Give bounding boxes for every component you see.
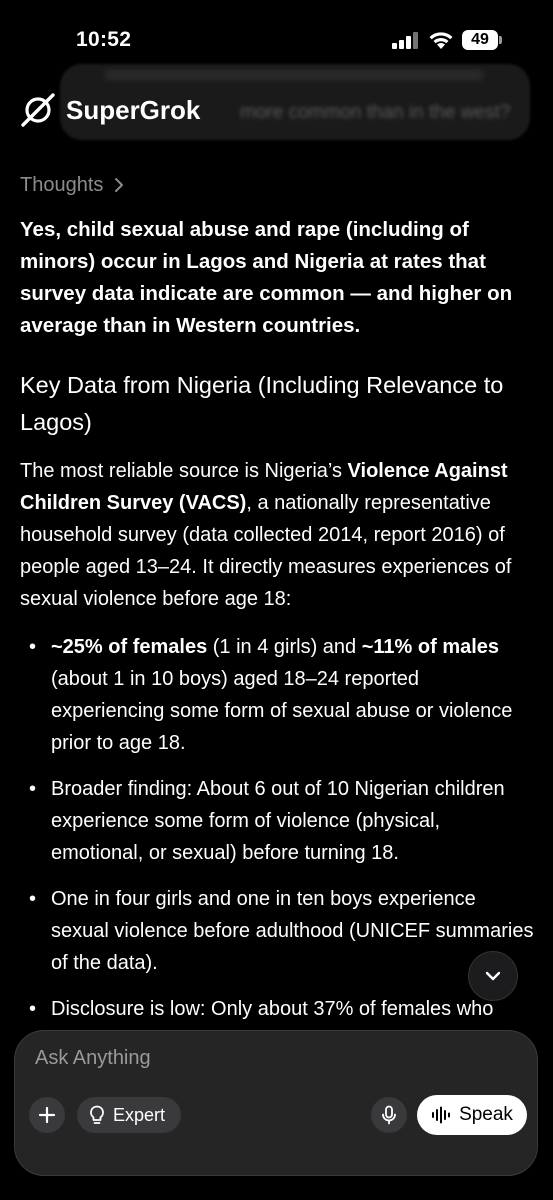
grok-logo-icon — [20, 92, 56, 128]
wifi-icon — [428, 30, 454, 50]
intro-paragraph — [20, 455, 536, 615]
expert-mode-button[interactable] — [77, 1097, 181, 1133]
list-item — [20, 631, 536, 759]
thoughts-label: Thoughts — [20, 173, 104, 196]
speak-label: Speak — [459, 1104, 513, 1125]
bullet-dot: • — [29, 998, 37, 1020]
vacs-name: Violence Against Children Survey (VACS) — [20, 460, 508, 514]
status-time: 10:52 — [76, 28, 132, 51]
list-item — [20, 773, 536, 869]
answer-content — [20, 170, 536, 1039]
scroll-down-button[interactable] — [468, 951, 518, 1001]
list-item-text: (1 in 4 girls) and — [207, 636, 362, 658]
intro-text-end: , a nationally representative household survey (data collected 2014, report 2016) of people aged 13–24. It directly measures experiences of sexual violence before age 18: — [20, 492, 512, 610]
battery-nub — [499, 36, 502, 44]
list-item-text: Disclosure is low: Only about 37% of females who — [51, 998, 494, 1020]
list-item — [20, 883, 536, 979]
intro-text-start: The most reliable source is Nigeria’s — [20, 460, 348, 482]
lightbulb-icon — [89, 1105, 105, 1125]
list-item — [20, 993, 536, 1025]
microphone-button[interactable] — [371, 1097, 407, 1133]
blurred-prompt-text: more common than in the west? — [240, 102, 511, 123]
composer — [14, 1030, 538, 1176]
add-attachment-button[interactable] — [29, 1097, 65, 1133]
ask-input[interactable]: Ask Anything — [35, 1047, 151, 1069]
bullet-dot: • — [29, 636, 37, 658]
findings-list — [20, 631, 536, 1025]
list-item-text: One in four girls and one in ten boys experience sexual violence before adulthood (UNICEF summaries of the data). — [51, 888, 534, 974]
chevron-down-icon — [483, 966, 503, 986]
expert-label: Expert — [113, 1104, 166, 1125]
female-stat: ~25% of females — [51, 636, 208, 658]
bullet-dot: • — [29, 778, 37, 800]
list-item-text: (about 1 in 10 boys) aged 18–24 reported experiencing some form of sexual abuse or violence prior to age 18. — [51, 668, 513, 754]
battery-indicator: 49 — [462, 30, 498, 50]
speak-button[interactable] — [417, 1095, 527, 1135]
chevron-right-icon — [113, 176, 125, 194]
microphone-icon — [381, 1105, 397, 1125]
section-heading: Key Data from Nigeria (Including Relevance to Lagos) — [20, 372, 504, 435]
app-name: SuperGrok — [66, 94, 201, 125]
list-item-text: Broader finding: About 6 out of 10 Nigerian children experience some form of violence (physical, emotional, or sexual) before turning 18. — [51, 778, 505, 864]
bullet-dot: • — [29, 888, 37, 910]
plus-icon — [38, 1106, 56, 1124]
male-stat: ~11% of males — [361, 636, 500, 658]
signal-icon — [392, 32, 420, 49]
thoughts-toggle[interactable] — [20, 170, 536, 200]
waveform-icon — [431, 1106, 451, 1124]
answer-lead: Yes, child sexual abuse and rape (including of minors) occur in Lagos and Nigeria at rates that survey data indicate are common — and higher on average than in Western countries. — [20, 218, 513, 337]
app-logo — [20, 90, 200, 130]
